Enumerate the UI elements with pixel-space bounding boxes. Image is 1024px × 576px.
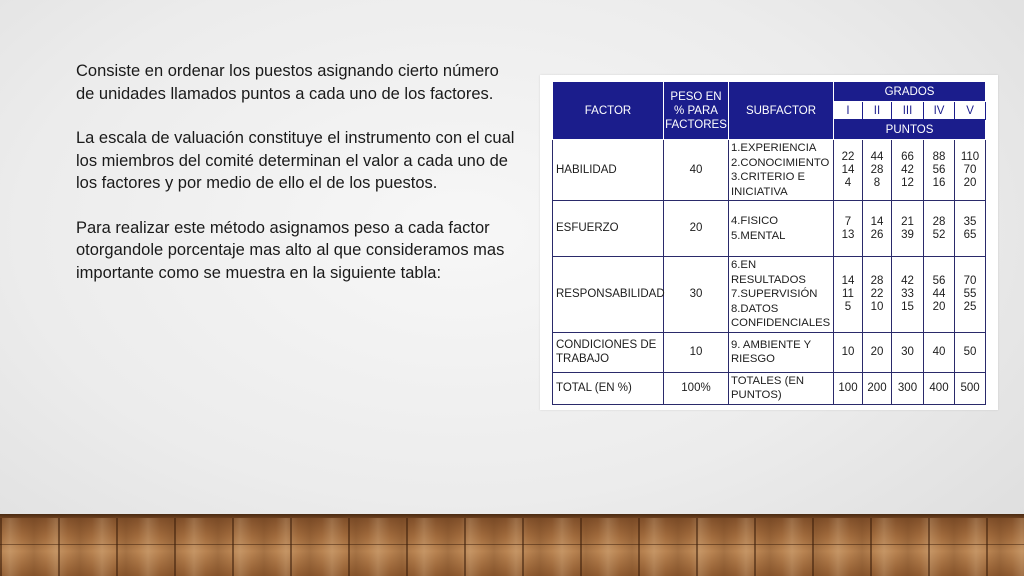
points-cell-i: 22 14 4 [834, 140, 863, 201]
intro-paragraph-2: La escala de valuación constituye el instrumento con el cual los miembros del comité determinan el valor a cada uno de los factores y por medio de ello el de los puestos. [76, 129, 515, 192]
points-cell-v: 110 70 20 [955, 140, 986, 201]
points-cell-iv: 56 44 20 [924, 257, 955, 333]
total-peso-cell: 100% [664, 372, 729, 404]
total-label-cell: TOTAL (EN %) [553, 372, 664, 404]
header-peso: PESO EN % PARA FACTORES [664, 82, 729, 140]
subfactor-cell: 4.FISICO 5.MENTAL [729, 201, 834, 257]
factor-cell: CONDICIONES DE TRABAJO [553, 332, 664, 372]
wood-floor-decoration [0, 514, 1024, 576]
table-row-habilidad [553, 140, 986, 201]
points-cell-iii: 66 42 12 [892, 140, 924, 201]
header-grade-v: V [955, 102, 986, 120]
header-grados: GRADOS [834, 82, 986, 102]
factor-cell: HABILIDAD [553, 140, 664, 201]
header-grade-i: I [834, 102, 863, 120]
points-cell-ii: 14 26 [863, 201, 892, 257]
header-grade-ii: II [863, 102, 892, 120]
points-cell-i: 14 11 5 [834, 257, 863, 333]
points-table [552, 81, 986, 405]
total-points-ii: 200 [863, 372, 892, 404]
header-factor: FACTOR [553, 82, 664, 140]
points-cell-ii: 44 28 8 [863, 140, 892, 201]
total-points-v: 500 [955, 372, 986, 404]
table-row-total [553, 372, 986, 404]
table-row-esfuerzo [553, 201, 986, 257]
total-subfactor-cell: TOTALES (EN PUNTOS) [729, 372, 834, 404]
total-points-iv: 400 [924, 372, 955, 404]
points-cell-iv: 40 [924, 332, 955, 372]
points-cell-v: 50 [955, 332, 986, 372]
header-grade-iii: III [892, 102, 924, 120]
points-cell-ii: 20 [863, 332, 892, 372]
intro-paragraph-1: Consiste en ordenar los puestos asignando cierto número de unidades llamados puntos a cada uno de los factores. [76, 62, 499, 103]
header-subfactor: SUBFACTOR [729, 82, 834, 140]
points-cell-iii: 30 [892, 332, 924, 372]
peso-cell: 30 [664, 257, 729, 333]
points-cell-i: 10 [834, 332, 863, 372]
peso-cell: 10 [664, 332, 729, 372]
peso-cell: 20 [664, 201, 729, 257]
points-cell-v: 35 65 [955, 201, 986, 257]
intro-paragraph-3: Para realizar este método asignamos peso a cada factor otorgandole porcentaje mas alto al que consideramos mas importante como se muestra en la siguiente tabla: [76, 218, 505, 282]
points-cell-iii: 21 39 [892, 201, 924, 257]
header-puntos: PUNTOS [834, 120, 986, 140]
table-row-condiciones [553, 332, 986, 372]
peso-cell: 40 [664, 140, 729, 201]
factor-cell: ESFUERZO [553, 201, 664, 257]
header-grade-iv: IV [924, 102, 955, 120]
points-table-card [540, 75, 998, 410]
subfactor-cell: 9. AMBIENTE Y RIESGO [729, 332, 834, 372]
total-points-i: 100 [834, 372, 863, 404]
factor-cell: RESPONSABILIDAD [553, 257, 664, 333]
table-row-responsabilidad [553, 257, 986, 333]
points-cell-i: 7 13 [834, 201, 863, 257]
points-cell-iii: 42 33 15 [892, 257, 924, 333]
intro-text [76, 60, 521, 306]
points-cell-v: 70 55 25 [955, 257, 986, 333]
points-cell-ii: 28 22 10 [863, 257, 892, 333]
total-points-iii: 300 [892, 372, 924, 404]
subfactor-cell: 1.EXPERIENCIA 2.CONOCIMIENTO 3.CRITERIO E INICIATIVA [729, 140, 834, 201]
points-cell-iv: 28 52 [924, 201, 955, 257]
subfactor-cell: 6.EN RESULTADOS 7.SUPERVISIÓN 8.DATOS CONFIDENCIALES [729, 257, 834, 333]
points-cell-iv: 88 56 16 [924, 140, 955, 201]
